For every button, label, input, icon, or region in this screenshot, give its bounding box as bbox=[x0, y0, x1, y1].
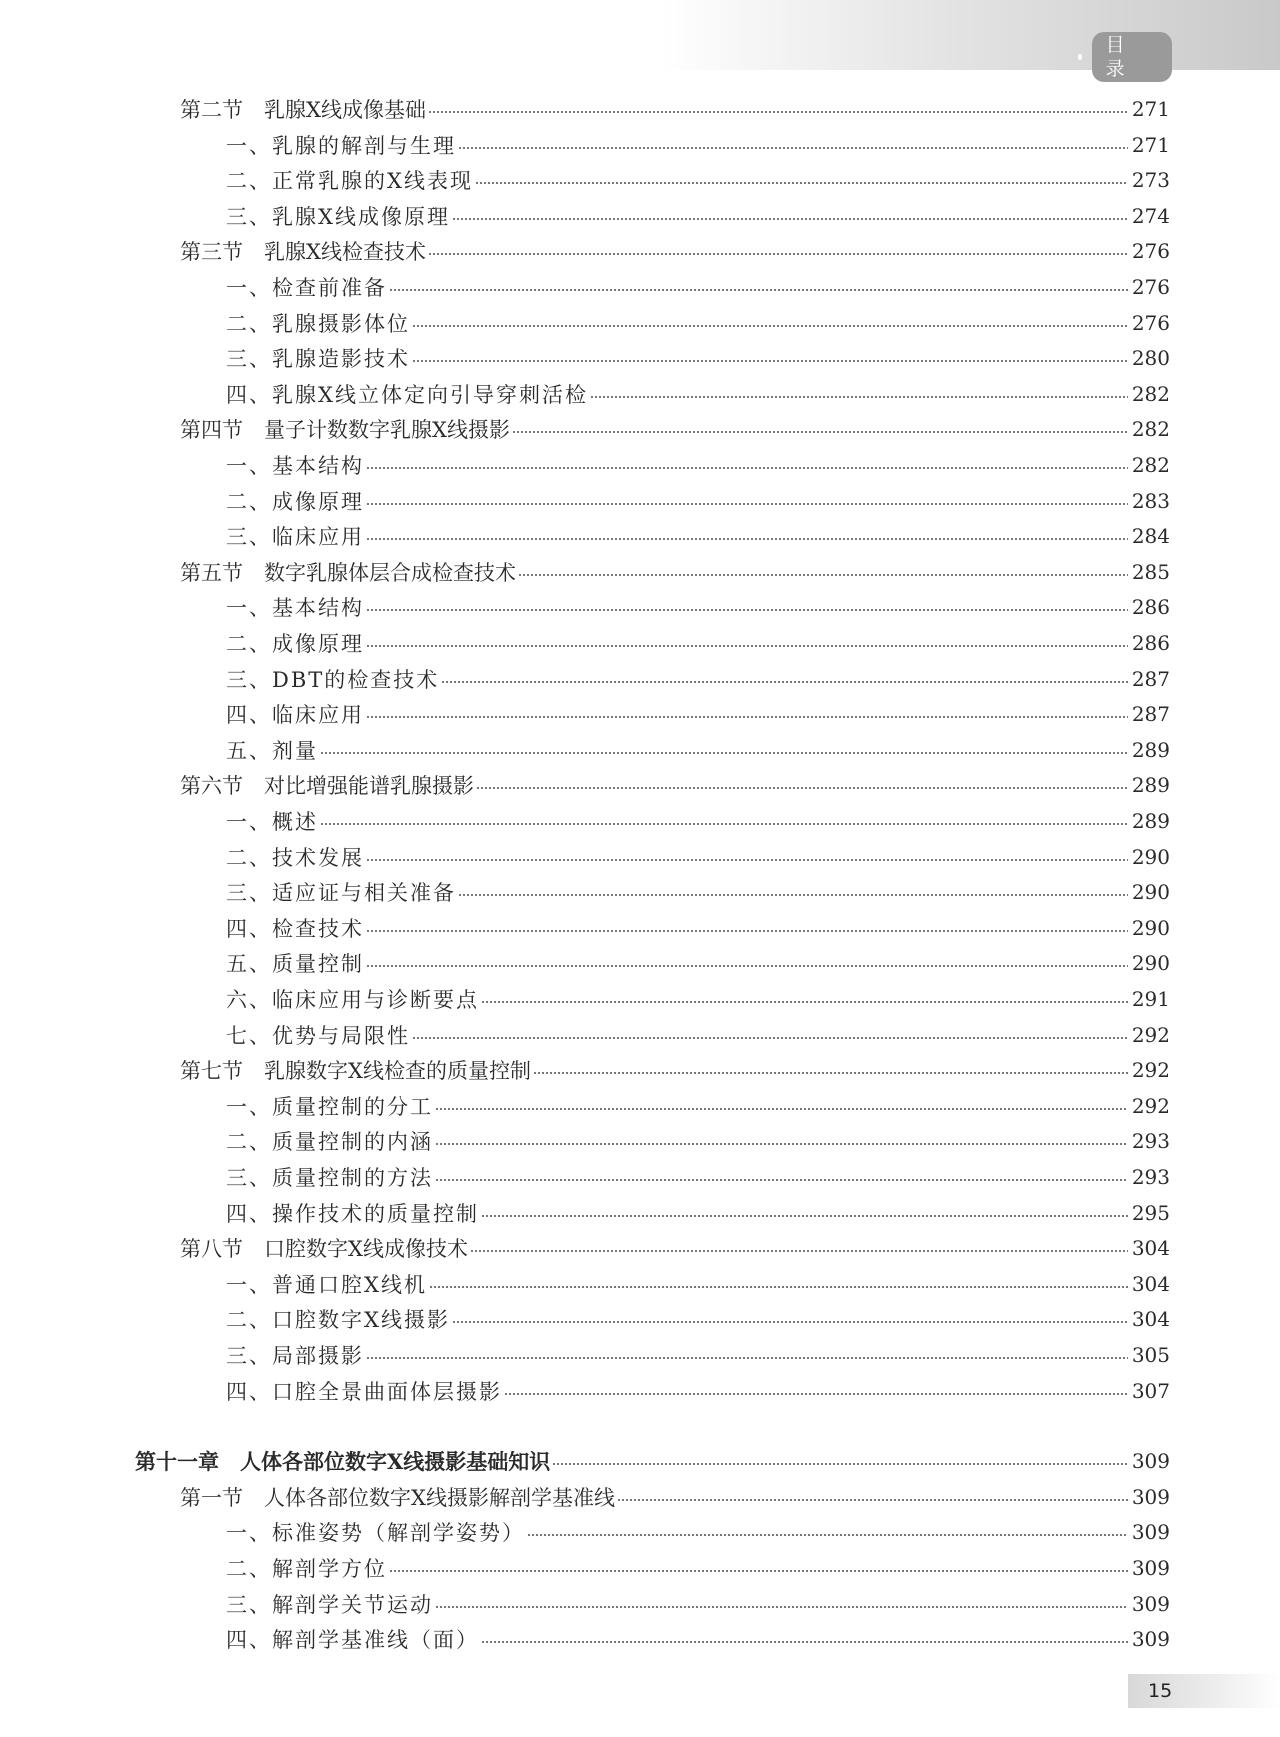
dot-leader bbox=[452, 218, 1128, 220]
dot-leader bbox=[476, 787, 1128, 789]
dot-leader bbox=[366, 467, 1128, 469]
toc-page-number: 295 bbox=[1131, 1200, 1170, 1225]
toc-section-row[interactable] bbox=[130, 234, 1170, 268]
toc-item-row[interactable] bbox=[130, 519, 1170, 553]
toc-item-row[interactable] bbox=[130, 128, 1170, 162]
dot-leader bbox=[458, 894, 1128, 896]
dot-leader bbox=[320, 752, 1128, 754]
toc-page-number: 289 bbox=[1131, 737, 1170, 762]
toc-entry-title: 一、普通口腔X线机 bbox=[226, 1272, 427, 1297]
bullet-icon bbox=[1078, 54, 1082, 60]
toc-entry-title: 三、适应证与相关准备 bbox=[226, 881, 456, 906]
toc-page-number: 286 bbox=[1131, 631, 1170, 655]
toc-item-row[interactable] bbox=[130, 306, 1170, 340]
toc-entry-title: 二、口腔数字X线摄影 bbox=[226, 1308, 450, 1333]
dot-leader bbox=[518, 574, 1128, 576]
dot-leader bbox=[512, 431, 1128, 433]
toc-page-number: 309 bbox=[1131, 1556, 1170, 1580]
dot-leader bbox=[481, 1641, 1128, 1643]
toc-entry-title: 七、优势与局限性 bbox=[226, 1023, 410, 1048]
dot-leader bbox=[412, 325, 1128, 327]
toc-entry-title: 三、质量控制的方法 bbox=[226, 1166, 433, 1190]
dot-leader bbox=[481, 1001, 1128, 1003]
toc-entry-title: 第一节 人体各部位数字X线摄影解剖学基准线 bbox=[180, 1485, 615, 1510]
toc-item-row[interactable] bbox=[130, 1196, 1170, 1230]
dot-leader bbox=[389, 289, 1128, 291]
dot-leader bbox=[590, 396, 1128, 398]
toc-section-row[interactable] bbox=[130, 1053, 1170, 1087]
dot-leader bbox=[366, 859, 1128, 861]
dot-leader bbox=[475, 182, 1128, 184]
toc-entry-title: 四、乳腺X线立体定向引导穿刺活检 bbox=[226, 382, 588, 407]
toc-item-row[interactable] bbox=[130, 875, 1170, 909]
dot-leader bbox=[435, 1179, 1128, 1181]
dot-leader bbox=[552, 1463, 1128, 1465]
header-tab bbox=[1062, 33, 1172, 80]
toc-entry-title: 一、基本结构 bbox=[226, 596, 364, 621]
toc-section-row[interactable] bbox=[130, 555, 1170, 589]
toc-page-number: 290 bbox=[1131, 880, 1170, 905]
dot-leader bbox=[366, 538, 1128, 540]
dot-leader bbox=[428, 111, 1128, 113]
dot-leader bbox=[428, 253, 1128, 255]
toc-page-number: 276 bbox=[1131, 310, 1170, 335]
toc-page-number: 283 bbox=[1131, 488, 1170, 513]
toc-entry-title: 第八节 口腔数字X线成像技术 bbox=[180, 1237, 468, 1262]
dot-leader bbox=[441, 681, 1128, 683]
dot-leader bbox=[527, 1534, 1128, 1536]
toc-page-number: 309 bbox=[1131, 1520, 1170, 1545]
toc-page-number: 274 bbox=[1131, 203, 1170, 228]
toc-item-row[interactable] bbox=[130, 484, 1170, 518]
dot-leader bbox=[366, 645, 1128, 647]
dot-leader bbox=[366, 965, 1128, 967]
toc-page-number: 309 bbox=[1131, 1449, 1170, 1474]
toc-entry-title: 第三节 乳腺X线检查技术 bbox=[180, 240, 426, 265]
toc-entry-title: 四、解剖学基准线（面） bbox=[226, 1628, 479, 1653]
toc-page-number: 309 bbox=[1131, 1627, 1170, 1652]
toc-item-row[interactable] bbox=[130, 590, 1170, 624]
toc-page-number: 307 bbox=[1131, 1378, 1170, 1403]
dot-leader bbox=[366, 609, 1128, 611]
toc-entry-title: 一、检查前准备 bbox=[226, 276, 387, 300]
toc-entry-title: 一、乳腺的解剖与生理 bbox=[226, 133, 456, 158]
dot-leader bbox=[366, 1357, 1128, 1359]
dot-leader bbox=[429, 1286, 1128, 1288]
dot-leader bbox=[617, 1499, 1128, 1501]
toc-item-row[interactable] bbox=[130, 1374, 1170, 1408]
toc-item-row[interactable] bbox=[130, 163, 1170, 197]
toc-entry-title: 四、临床应用 bbox=[226, 703, 364, 728]
toc-page-number: 290 bbox=[1131, 915, 1170, 940]
toc-page-number: 309 bbox=[1131, 1591, 1170, 1616]
toc-entry-title: 二、乳腺摄影体位 bbox=[226, 311, 410, 336]
toc-page-number: 293 bbox=[1131, 1129, 1170, 1154]
dot-leader bbox=[435, 1143, 1128, 1145]
toc-chapter-row[interactable] bbox=[130, 1444, 1170, 1478]
toc-item-row[interactable] bbox=[130, 341, 1170, 375]
toc-entry-title: 二、技术发展 bbox=[226, 845, 364, 870]
toc-entry-title: 第十一章 人体各部位数字X线摄影基础知识 bbox=[135, 1449, 551, 1475]
toc-page-number: 282 bbox=[1131, 381, 1170, 406]
toc-section-row[interactable] bbox=[130, 768, 1170, 802]
toc-item-row[interactable] bbox=[130, 270, 1170, 304]
toc-page-number: 271 bbox=[1131, 132, 1170, 157]
toc-page-number: 271 bbox=[1131, 97, 1170, 121]
toc-item-row[interactable] bbox=[130, 804, 1170, 838]
toc-page-number: 276 bbox=[1131, 275, 1170, 299]
toc-item-row[interactable] bbox=[130, 662, 1170, 696]
toc-page-number: 289 bbox=[1131, 773, 1170, 798]
toc-entry-title: 三、DBT的检查技术 bbox=[226, 667, 440, 692]
toc-item-row[interactable] bbox=[130, 1160, 1170, 1194]
dot-leader bbox=[504, 1393, 1128, 1395]
toc-item-row[interactable] bbox=[130, 840, 1170, 874]
toc-entry-title: 四、检查技术 bbox=[226, 916, 364, 941]
dot-leader bbox=[366, 503, 1128, 505]
dot-leader bbox=[320, 823, 1128, 825]
dot-leader bbox=[452, 1321, 1128, 1323]
toc-page-number: 285 bbox=[1131, 559, 1170, 584]
toc-entry-title: 二、质量控制的内涵 bbox=[226, 1130, 433, 1155]
toc-entry-title: 五、质量控制 bbox=[226, 952, 364, 977]
toc-page-number: 284 bbox=[1131, 524, 1170, 549]
toc-entry-title: 五、剂量 bbox=[226, 738, 318, 763]
toc-page-number: 304 bbox=[1131, 1307, 1170, 1332]
toc-item-row[interactable] bbox=[130, 1515, 1170, 1549]
toc-page-number: 292 bbox=[1131, 1022, 1170, 1047]
dot-leader bbox=[435, 1108, 1128, 1110]
toc-page-number: 292 bbox=[1131, 1093, 1170, 1118]
toc-entry-title: 三、局部摄影 bbox=[226, 1344, 364, 1368]
toc-page-number: 291 bbox=[1131, 987, 1170, 1011]
toc-item-row[interactable] bbox=[130, 377, 1170, 411]
toc-entry-title: 二、解剖学方位 bbox=[226, 1557, 387, 1581]
toc-entry-title: 第六节 对比增强能谱乳腺摄影 bbox=[180, 774, 474, 799]
header-band bbox=[660, 0, 1280, 70]
toc-page-number: 276 bbox=[1131, 239, 1170, 264]
toc-entry-title: 四、操作技术的质量控制 bbox=[226, 1201, 479, 1226]
toc-item-row[interactable] bbox=[130, 199, 1170, 233]
toc-page-number: 309 bbox=[1131, 1484, 1170, 1509]
toc-section-row[interactable] bbox=[130, 92, 1170, 126]
toc-item-row[interactable] bbox=[130, 1338, 1170, 1372]
toc-item-row[interactable] bbox=[130, 448, 1170, 482]
page-number: 15 bbox=[1148, 1680, 1173, 1702]
toc-item-row[interactable] bbox=[130, 946, 1170, 980]
toc-item-row[interactable] bbox=[130, 1018, 1170, 1052]
toc-entry-title: 二、成像原理 bbox=[226, 489, 364, 514]
toc-page-number: 292 bbox=[1131, 1058, 1170, 1083]
toc-item-row[interactable] bbox=[130, 1124, 1170, 1158]
toc-item-row[interactable] bbox=[130, 1622, 1170, 1656]
dot-leader bbox=[389, 1570, 1128, 1572]
toc-section-row[interactable] bbox=[130, 1480, 1170, 1514]
dot-leader bbox=[435, 1606, 1128, 1608]
toc-page-number: 287 bbox=[1131, 666, 1170, 691]
toc-item-row[interactable] bbox=[130, 697, 1170, 731]
toc-page-number: 290 bbox=[1131, 844, 1170, 869]
toc-page-number: 304 bbox=[1131, 1271, 1170, 1296]
toc-page-number: 273 bbox=[1131, 168, 1170, 193]
toc-entry-title: 二、成像原理 bbox=[226, 632, 364, 656]
toc-entry-title: 第七节 乳腺数字X线检查的质量控制 bbox=[180, 1059, 531, 1084]
toc-entry-title: 六、临床应用与诊断要点 bbox=[226, 988, 479, 1012]
toc-item-row[interactable] bbox=[130, 1551, 1170, 1585]
running-header-title: 目 录 bbox=[1092, 32, 1172, 82]
toc-page-number: 290 bbox=[1131, 951, 1170, 976]
toc-entry-title: 三、乳腺造影技术 bbox=[226, 347, 410, 372]
dot-leader bbox=[481, 1215, 1128, 1217]
toc-entry-title: 四、口腔全景曲面体层摄影 bbox=[226, 1379, 502, 1404]
toc-item-row[interactable] bbox=[130, 1587, 1170, 1621]
toc-entry-title: 三、临床应用 bbox=[226, 525, 364, 550]
toc-page-number: 287 bbox=[1131, 702, 1170, 727]
toc-entry-title: 一、概述 bbox=[226, 810, 318, 834]
toc-entry-title: 三、乳腺X线成像原理 bbox=[226, 204, 450, 229]
toc-entry-title: 第四节 量子计数数字乳腺X线摄影 bbox=[180, 418, 510, 443]
toc-page-number: 282 bbox=[1131, 417, 1170, 442]
toc-item-row[interactable] bbox=[130, 733, 1170, 767]
toc-section-row[interactable] bbox=[130, 412, 1170, 446]
dot-leader bbox=[533, 1072, 1128, 1074]
toc-page-number: 305 bbox=[1131, 1343, 1170, 1367]
toc-entry-title: 三、解剖学关节运动 bbox=[226, 1592, 433, 1617]
toc-item-row[interactable] bbox=[130, 626, 1170, 660]
toc-section-row[interactable] bbox=[130, 1231, 1170, 1265]
toc-item-row[interactable] bbox=[130, 1302, 1170, 1336]
toc-page-number: 293 bbox=[1131, 1165, 1170, 1189]
toc-page-number: 286 bbox=[1131, 595, 1170, 620]
toc-item-row[interactable] bbox=[130, 1267, 1170, 1301]
toc-page-number: 304 bbox=[1131, 1236, 1170, 1261]
dot-leader bbox=[412, 360, 1128, 362]
toc-item-row[interactable] bbox=[130, 982, 1170, 1016]
toc-item-row[interactable] bbox=[130, 1089, 1170, 1123]
dot-leader bbox=[366, 716, 1128, 718]
dot-leader bbox=[412, 1037, 1128, 1039]
toc-page-number: 282 bbox=[1131, 453, 1170, 477]
toc-page-number: 280 bbox=[1131, 346, 1170, 371]
toc-entry-title: 第五节 数字乳腺体层合成检查技术 bbox=[180, 560, 516, 585]
dot-leader bbox=[470, 1250, 1128, 1252]
toc-entry-title: 一、质量控制的分工 bbox=[226, 1094, 433, 1119]
dot-leader bbox=[458, 147, 1128, 149]
dot-leader bbox=[366, 930, 1128, 932]
toc-entry-title: 二、正常乳腺的X线表现 bbox=[226, 169, 473, 194]
toc-page-number: 289 bbox=[1131, 809, 1170, 833]
toc-entry-title: 一、标准姿势（解剖学姿势） bbox=[226, 1521, 525, 1546]
toc-item-row[interactable] bbox=[130, 911, 1170, 945]
toc-entry-title: 一、基本结构 bbox=[226, 454, 364, 478]
toc-entry-title: 第二节 乳腺X线成像基础 bbox=[180, 98, 426, 122]
